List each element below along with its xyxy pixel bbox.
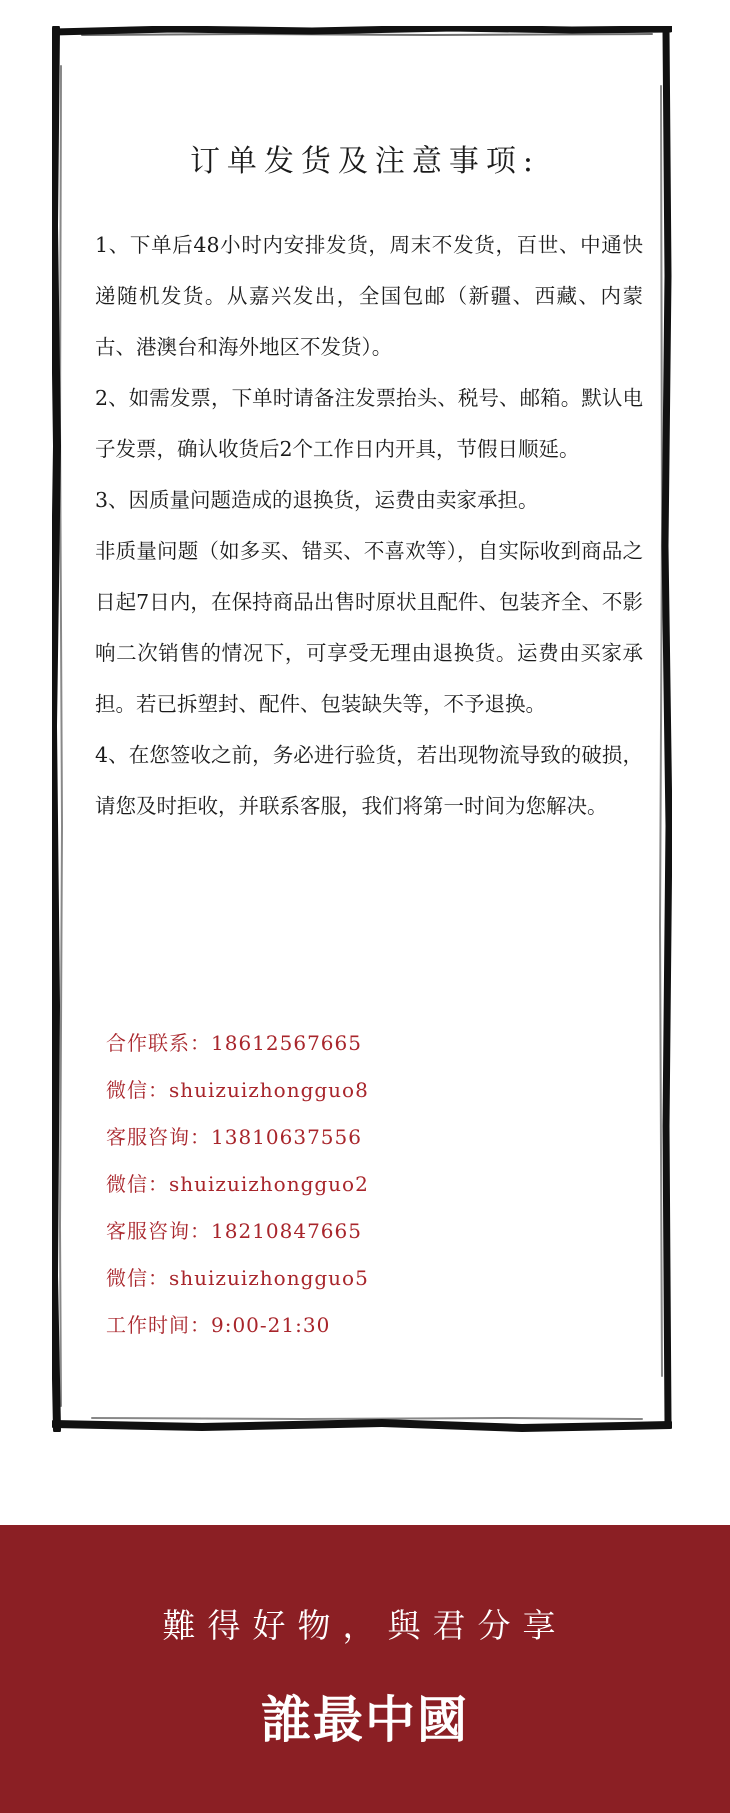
contact-list xyxy=(106,1020,606,1349)
footer-slogan: 難得好物，與君分享 xyxy=(162,1606,568,1645)
contact-service-phone: 客服咨询：18210847665 xyxy=(106,1219,362,1243)
contact-business-phone: 合作联系：18612567665 xyxy=(106,1031,362,1055)
contact-wechat: 微信：shuizuizhongguo2 xyxy=(106,1172,369,1196)
contact-wechat: 微信：shuizuizhongguo8 xyxy=(106,1078,369,1102)
footer-banner xyxy=(0,1525,730,1813)
notice-paragraph: 1、下单后48小时内安排发货，周末不发货，百世、中通快递随机发货。从嘉兴发出，全国包邮（新疆、西藏、内蒙古、港澳台和海外地区不发货）。 xyxy=(95,233,643,359)
notice-paragraph: 4、在您签收之前，务必进行验货，若出现物流导致的破损，请您及时拒收，并联系客服，我们将第一时间为您解决。 xyxy=(95,743,643,818)
contact-working-hours: 工作时间：9:00-21:30 xyxy=(106,1313,331,1337)
contact-wechat: 微信：shuizuizhongguo5 xyxy=(106,1266,369,1290)
contact-service-phone: 客服咨询：13810637556 xyxy=(106,1125,362,1149)
brand-logo-text: 誰最中國 xyxy=(261,1690,469,1749)
notice-paragraph: 2、如需发票，下单时请备注发票抬头、税号、邮箱。默认电子发票，确认收货后2个工作日内开具，节假日顺延。 xyxy=(95,386,643,461)
notice-paragraph: 非质量问题（如多买、错买、不喜欢等），自实际收到商品之日起7日内，在保持商品出售时原状且配件、包装齐全、不影响二次销售的情况下，可享受无理由退换货。运费由买家承担。若已拆塑封、配件、包装缺失等，不予退换。 xyxy=(95,539,643,716)
notice-title: 订单发货及注意事项: xyxy=(189,144,541,179)
notice-paragraph: 3、因质量问题造成的退换货，运费由卖家承担。 xyxy=(95,488,539,512)
notice-body xyxy=(95,220,643,832)
